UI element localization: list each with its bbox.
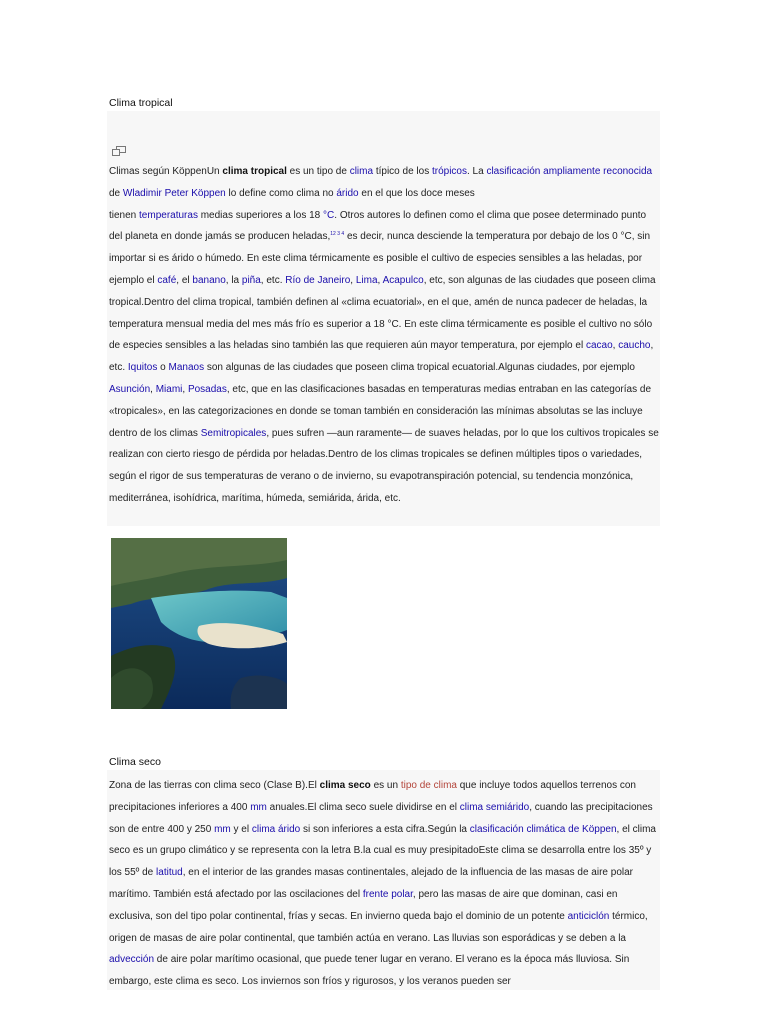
text-run: de aire polar marítimo ocasional, que puede tener lugar en verano. El verano es la época más lluviosa. Sin embargo, este clima es seco. Los inviernos son fríos y rigurosos, y los veranos pueden ser (109, 954, 630, 988)
wiki-link[interactable]: café (157, 274, 177, 286)
text-run: , pues sufren —aun raramente— de suaves heladas, por lo que los cultivos tropicales se realizan con cierto riesgo de pérdida por heladas.Dentro de los climas tropicales se definen múltiples tipos o variedades, según el rigor de sus temperaturas de verano o de invierno, su evapotranspiración potencial, su tendencia monzónica, mediterránea, isohídrica, marítima, húmeda, semiárida, árida, etc. (109, 427, 659, 504)
wiki-link[interactable]: Asunción (109, 383, 151, 395)
text-run: y el (230, 823, 252, 835)
text-run: , etc. (260, 274, 286, 286)
reference-links[interactable]: 12 3 4 (330, 231, 345, 238)
text-run: . Otros autores lo definen como el clima que posee determinado punto del planeta en donde jamás se producen heladas, (109, 209, 647, 243)
wiki-link[interactable]: Manaos (168, 362, 205, 374)
text-run: . La (466, 166, 487, 177)
text-run: Zona de las tierras con clima seco (Clase B).El (109, 780, 320, 791)
wiki-link[interactable]: latitud (156, 867, 183, 879)
wiki-link[interactable]: temperaturas (139, 209, 198, 221)
wiki-link[interactable]: Miami (155, 383, 183, 395)
text-run: anuales.El clima seco suele dividirse en el (266, 801, 460, 813)
wiki-link[interactable]: Posadas (187, 383, 227, 395)
text-run: lo define como clima no (225, 187, 337, 199)
wiki-link[interactable]: clima árido (251, 823, 301, 835)
text-run: , etc. (109, 340, 654, 374)
text-run: si son inferiores a esta cifra.Según la (300, 823, 470, 835)
wiki-link[interactable]: Lima (355, 274, 378, 286)
text-run: medias superiores a los 18 (197, 209, 324, 221)
wiki-link[interactable]: mm (214, 823, 231, 835)
wiki-link[interactable]: cacao (585, 340, 613, 352)
wiki-link[interactable]: clasificación ampliamente reconocida (486, 166, 653, 177)
text-run: de (109, 187, 123, 199)
text-run: térmico, origen de masas de aire polar continental, que también actúa en verano. Las lluvias son esporádicas y se deben a la (109, 910, 648, 944)
text-run: , (350, 274, 356, 286)
text-run: en el que los doce meses (358, 187, 475, 199)
wiki-link[interactable]: Río de Janeiro (285, 274, 351, 286)
wiki-link[interactable]: °C (323, 209, 335, 221)
section-heading-clima-tropical: Clima tropical (109, 97, 660, 112)
wiki-link[interactable]: banano (192, 274, 226, 286)
enlarge-icon[interactable] (112, 146, 126, 156)
text-run: es decir, nunca desciende la temperatura por debajo de los 0 °C, sin importar si es árido o húmedo. En este clima térmicamente es posible el cultivo de especies sensibles a las heladas, por ejemplo el (109, 231, 651, 286)
section-heading-clima-seco: Clima seco (109, 756, 660, 771)
text-run: , etc, que en las clasificaciones basadas en temperaturas medias entraban en las categorías de «tropicales», en las categorizaciones en donde se toman también en consideración las mínimas absolutas se las incluye dentro de los climas (109, 383, 651, 439)
paragraph-clima-tropical (109, 161, 660, 510)
missing-wiki-link[interactable]: tipo de clima (400, 780, 457, 791)
bold-term: clima tropical (222, 166, 287, 177)
wiki-link[interactable]: Acapulco (382, 274, 424, 286)
wiki-link[interactable]: clima (349, 166, 374, 177)
wiki-link[interactable]: Semitropicales (200, 427, 267, 439)
text-run: Climas según KöppenUn (109, 166, 223, 177)
wiki-link[interactable]: árido (336, 187, 359, 199)
text-run: es un (370, 780, 401, 791)
wiki-link[interactable]: Iquitos (127, 362, 158, 374)
text-run: es un tipo de (286, 166, 350, 177)
wiki-link[interactable]: anticiclón (567, 910, 610, 922)
text-run: , (377, 274, 383, 286)
text-run: , (150, 383, 156, 395)
wiki-link[interactable]: caucho (618, 340, 651, 352)
wiki-link[interactable]: frente polar (362, 888, 413, 900)
text-run: , en el interior de las grandes masas continentales, alejado de la influencia de las masas de aire polar marítimo. También está afectado por las oscilaciones del (109, 867, 633, 900)
text-run: o (157, 362, 169, 374)
wiki-link[interactable]: clasificación climática de Köppen (469, 823, 617, 835)
wiki-link[interactable]: Wladimir Peter Köppen (122, 187, 226, 199)
text-run: típico de los (373, 166, 432, 177)
text-run: , el (176, 274, 193, 286)
text-run: , pero las masas de aire que dominan, casi en exclusiva, son del tipo polar continental, frías y secas. En invierno queda bajo el dominio de un potente (109, 888, 618, 922)
wiki-link[interactable]: trópicos (431, 166, 467, 177)
text-run: , el clima seco es un grupo climático y se representa con la letra B.la cual es muy presipitadoEste clima se desarrolla entre los 35º y los 55º de (109, 823, 656, 879)
text-run: son algunas de las ciudades que poseen clima tropical ecuatorial.Algunas ciudades, por ejemplo (204, 362, 635, 374)
text-run: , (612, 340, 619, 352)
wiki-link[interactable]: piña (241, 274, 261, 286)
bold-term: clima seco (319, 780, 371, 791)
wiki-link[interactable]: mm (250, 801, 267, 813)
text-run: , cuando las precipitaciones son de entre 400 y 250 (109, 801, 653, 835)
text-run: , etc, son algunas de las ciudades que poseen clima tropical.Dentro del clima tropical, también definen al «clima ecuatorial», en el que, amén de nunca padecer de heladas, la temperatura mensual media del mes más frío es superior a 18 °C. En este clima térmicamente es posible el cultivo no sólo de especies sensibles a las heladas sino también las que requieren aún mayor temperatura, por ejemplo el (109, 274, 656, 352)
text-run: que incluye todos aquellos terrenos con precipitaciones inferiores a 400 (109, 780, 636, 813)
text-run: tienen (109, 209, 140, 221)
wiki-link[interactable]: clima semiárido (459, 801, 530, 813)
text-run: , (182, 383, 188, 395)
lagoon-photo (111, 538, 287, 709)
wiki-link[interactable]: advección (109, 954, 155, 966)
text-run: , la (225, 274, 242, 286)
paragraph-clima-seco (109, 775, 660, 993)
